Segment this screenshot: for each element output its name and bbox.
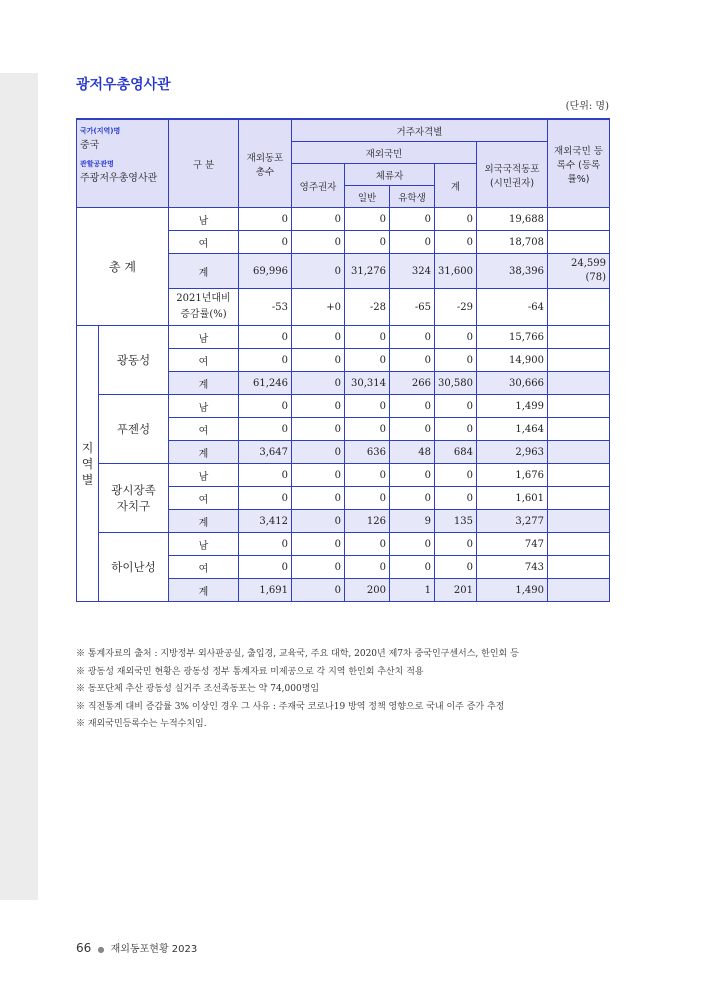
value-cell: 0 — [345, 326, 390, 349]
value-cell: 0 — [345, 231, 390, 254]
value-cell: 0 — [390, 533, 435, 556]
value-cell: 1 — [390, 579, 435, 602]
value-cell: 747 — [477, 533, 548, 556]
value-cell: 0 — [239, 326, 292, 349]
value-cell: -65 — [390, 289, 435, 326]
value-cell: 38,396 — [477, 254, 548, 289]
unit-label: (단위: 명) — [565, 101, 609, 112]
header-permanent: 영주권자 — [292, 164, 345, 208]
value-cell: 69,996 — [239, 254, 292, 289]
region-name — [99, 326, 169, 395]
registered-cell — [548, 441, 610, 464]
value-cell: -53 — [239, 289, 292, 326]
value-cell: 743 — [477, 556, 548, 579]
value-cell: 1,601 — [477, 487, 548, 510]
header-student: 유학생 — [390, 186, 435, 208]
value-cell: 0 — [239, 487, 292, 510]
value-cell: 0 — [292, 208, 345, 231]
value-cell: 0 — [390, 418, 435, 441]
value-cell: 0 — [345, 556, 390, 579]
row-label: 여 — [169, 418, 239, 441]
registered-cell — [548, 533, 610, 556]
region-name-line: 하이난성 — [111, 560, 156, 574]
header-total-korean: 재외동포 총수 — [239, 119, 292, 208]
value-cell: 0 — [435, 556, 477, 579]
value-cell: 0 — [345, 418, 390, 441]
value-cell: 0 — [292, 326, 345, 349]
row-label: 계 — [169, 579, 239, 602]
value-cell: 200 — [345, 579, 390, 602]
row-label: 여 — [169, 487, 239, 510]
value-cell: 0 — [435, 208, 477, 231]
registered-cell — [548, 349, 610, 372]
value-cell: 0 — [292, 418, 345, 441]
value-cell: 0 — [292, 464, 345, 487]
registered-cell — [548, 326, 610, 349]
table-row — [77, 208, 610, 231]
registered-cell — [548, 487, 610, 510]
value-cell: 0 — [435, 395, 477, 418]
value-cell: 266 — [390, 372, 435, 395]
region-group-char: 지 — [81, 440, 94, 455]
row-label: 남 — [169, 464, 239, 487]
value-cell: 135 — [435, 510, 477, 533]
value-cell: 0 — [239, 395, 292, 418]
registered-cell — [548, 372, 610, 395]
value-cell: 3,412 — [239, 510, 292, 533]
value-cell: 30,666 — [477, 372, 548, 395]
footnotes — [76, 646, 616, 734]
value-cell: 48 — [390, 441, 435, 464]
value-cell: 1,691 — [239, 579, 292, 602]
value-cell: 126 — [345, 510, 390, 533]
value-cell: 0 — [435, 487, 477, 510]
value-cell: 0 — [292, 533, 345, 556]
registered-rate: (78) — [585, 272, 606, 283]
row-label: 계 — [169, 254, 239, 289]
value-cell: 3,647 — [239, 441, 292, 464]
value-cell: 0 — [390, 326, 435, 349]
value-cell: 0 — [435, 326, 477, 349]
row-label: 계 — [169, 372, 239, 395]
value-cell: +0 — [292, 289, 345, 326]
value-cell: 0 — [435, 418, 477, 441]
row-label — [169, 289, 239, 326]
value-cell: 0 — [390, 487, 435, 510]
footnote: ※ 동포단체 추산 광동성 실거주 조선족동포는 약 74,000명임 — [76, 684, 320, 694]
value-cell: 0 — [390, 556, 435, 579]
header-category: 구 분 — [169, 119, 239, 208]
value-cell: 0 — [292, 254, 345, 289]
row-label: 계 — [169, 510, 239, 533]
registered-cell — [548, 556, 610, 579]
value-cell: 0 — [390, 208, 435, 231]
value-cell: 0 — [390, 395, 435, 418]
value-cell: 0 — [390, 231, 435, 254]
page-title: 광저우총영사관 — [76, 77, 171, 93]
region-name — [99, 533, 169, 602]
row-label: 여 — [169, 556, 239, 579]
region-name-line: 푸젠성 — [116, 422, 151, 436]
header-sojourner: 체류자 — [345, 164, 435, 186]
value-cell: 0 — [292, 349, 345, 372]
value-cell: 0 — [239, 231, 292, 254]
value-cell: 61,246 — [239, 372, 292, 395]
registered-cell — [548, 208, 610, 231]
value-cell: 0 — [390, 349, 435, 372]
registered-cell — [548, 579, 610, 602]
value-cell: 18,708 — [477, 231, 548, 254]
region-group-label — [77, 326, 99, 602]
value-cell: 0 — [239, 464, 292, 487]
registered-cell — [548, 254, 610, 289]
value-cell: 0 — [292, 510, 345, 533]
value-cell: 1,499 — [477, 395, 548, 418]
value-cell: 0 — [292, 579, 345, 602]
table-row — [77, 326, 610, 349]
value-cell: 0 — [292, 395, 345, 418]
value-cell: 15,766 — [477, 326, 548, 349]
value-cell: 31,276 — [345, 254, 390, 289]
value-cell: 0 — [345, 533, 390, 556]
value-cell: 14,900 — [477, 349, 548, 372]
total-group-label: 총 계 — [77, 208, 169, 326]
book-title: 재외동포현황 2023 — [110, 944, 198, 955]
header-residence: 거주자격별 — [292, 119, 548, 142]
header-registered: 재외국민 등록수 (등록률%) — [548, 119, 610, 208]
value-cell: 0 — [239, 556, 292, 579]
table-row — [77, 464, 610, 487]
value-cell: 19,688 — [477, 208, 548, 231]
value-cell: 2,963 — [477, 441, 548, 464]
value-cell: 3,277 — [477, 510, 548, 533]
value-cell: 1,490 — [477, 579, 548, 602]
value-cell: -28 — [345, 289, 390, 326]
value-cell: 0 — [292, 231, 345, 254]
value-cell: 9 — [390, 510, 435, 533]
row-label: 남 — [169, 208, 239, 231]
footnote: ※ 통계자료의 출처 : 지방정부 외사판공실, 출입경, 교육국, 주요 대학, 2020년 제7차 중국인구센서스, 한인회 등 — [76, 649, 519, 659]
registered-cell — [548, 464, 610, 487]
region-name-line: 자치구 — [116, 499, 151, 513]
table-row — [77, 533, 610, 556]
bullet-icon: ● — [97, 945, 105, 954]
row-label: 계 — [169, 441, 239, 464]
footnote: ※ 직전통계 대비 증감률 3% 이상인 경우 그 사유 : 주재국 코로나19 방역 정책 영향으로 국내 이주 증가 추정 — [76, 701, 505, 712]
value-cell: 1,464 — [477, 418, 548, 441]
header-korean-citizens: 재외국민 — [292, 142, 477, 164]
value-cell: 201 — [435, 579, 477, 602]
row-label: 여 — [169, 349, 239, 372]
value-cell: 0 — [239, 418, 292, 441]
value-cell: 30,314 — [345, 372, 390, 395]
header-general: 일반 — [345, 186, 390, 208]
value-cell: 636 — [345, 441, 390, 464]
value-cell: 30,580 — [435, 372, 477, 395]
value-cell: 0 — [239, 208, 292, 231]
region-group-char: 별 — [81, 472, 94, 487]
registered-cell — [548, 289, 610, 326]
region-group-char: 역 — [81, 456, 94, 471]
value-cell: 0 — [345, 349, 390, 372]
value-cell: 0 — [435, 533, 477, 556]
value-cell: 0 — [292, 441, 345, 464]
footnote: ※ 재외국민등록수는 누적수치임. — [76, 719, 207, 729]
row-label-line: 2021년대비 — [176, 293, 231, 304]
value-cell: 0 — [345, 395, 390, 418]
value-cell: 0 — [390, 464, 435, 487]
registered-cell — [548, 395, 610, 418]
page-side-band — [0, 73, 38, 900]
value-cell: 0 — [435, 464, 477, 487]
value-cell: 0 — [345, 464, 390, 487]
registered-count: 24,599 — [571, 258, 606, 269]
value-cell: 0 — [435, 231, 477, 254]
table-corner-cell: 국가(지역)명 중국 관할공관명 주광저우총영사관 — [77, 119, 169, 208]
value-cell: 0 — [292, 487, 345, 510]
region-name-line: 광시장족 — [111, 483, 156, 497]
registered-cell — [548, 418, 610, 441]
row-label: 남 — [169, 326, 239, 349]
region-name — [99, 395, 169, 464]
value-cell: -29 — [435, 289, 477, 326]
value-cell: 0 — [239, 349, 292, 372]
registered-cell — [548, 510, 610, 533]
region-name — [99, 464, 169, 533]
value-cell: 324 — [390, 254, 435, 289]
region-name-line: 광동성 — [116, 353, 151, 367]
header-sum: 계 — [435, 164, 477, 208]
footnote: ※ 광동성 재외국민 현황은 광동성 정부 통계자료 미제공으로 각 지역 한인회 추산치 적용 — [76, 666, 424, 677]
row-label: 남 — [169, 395, 239, 418]
value-cell: 1,676 — [477, 464, 548, 487]
row-label: 남 — [169, 533, 239, 556]
row-label-line: 증감률(%) — [180, 309, 227, 320]
value-cell: 0 — [345, 487, 390, 510]
value-cell: 0 — [239, 533, 292, 556]
header-foreign-citizens: 외국국적동포 (시민권자) — [477, 142, 548, 208]
value-cell: 0 — [292, 372, 345, 395]
value-cell: 31,600 — [435, 254, 477, 289]
table-row — [77, 395, 610, 418]
value-cell: 684 — [435, 441, 477, 464]
value-cell: -64 — [477, 289, 548, 326]
registered-cell — [548, 231, 610, 254]
page-number: 66 — [76, 941, 92, 955]
statistics-table — [76, 118, 610, 602]
value-cell: 0 — [292, 556, 345, 579]
value-cell: 0 — [345, 208, 390, 231]
row-label: 여 — [169, 231, 239, 254]
page-footer — [76, 940, 197, 955]
value-cell: 0 — [435, 349, 477, 372]
